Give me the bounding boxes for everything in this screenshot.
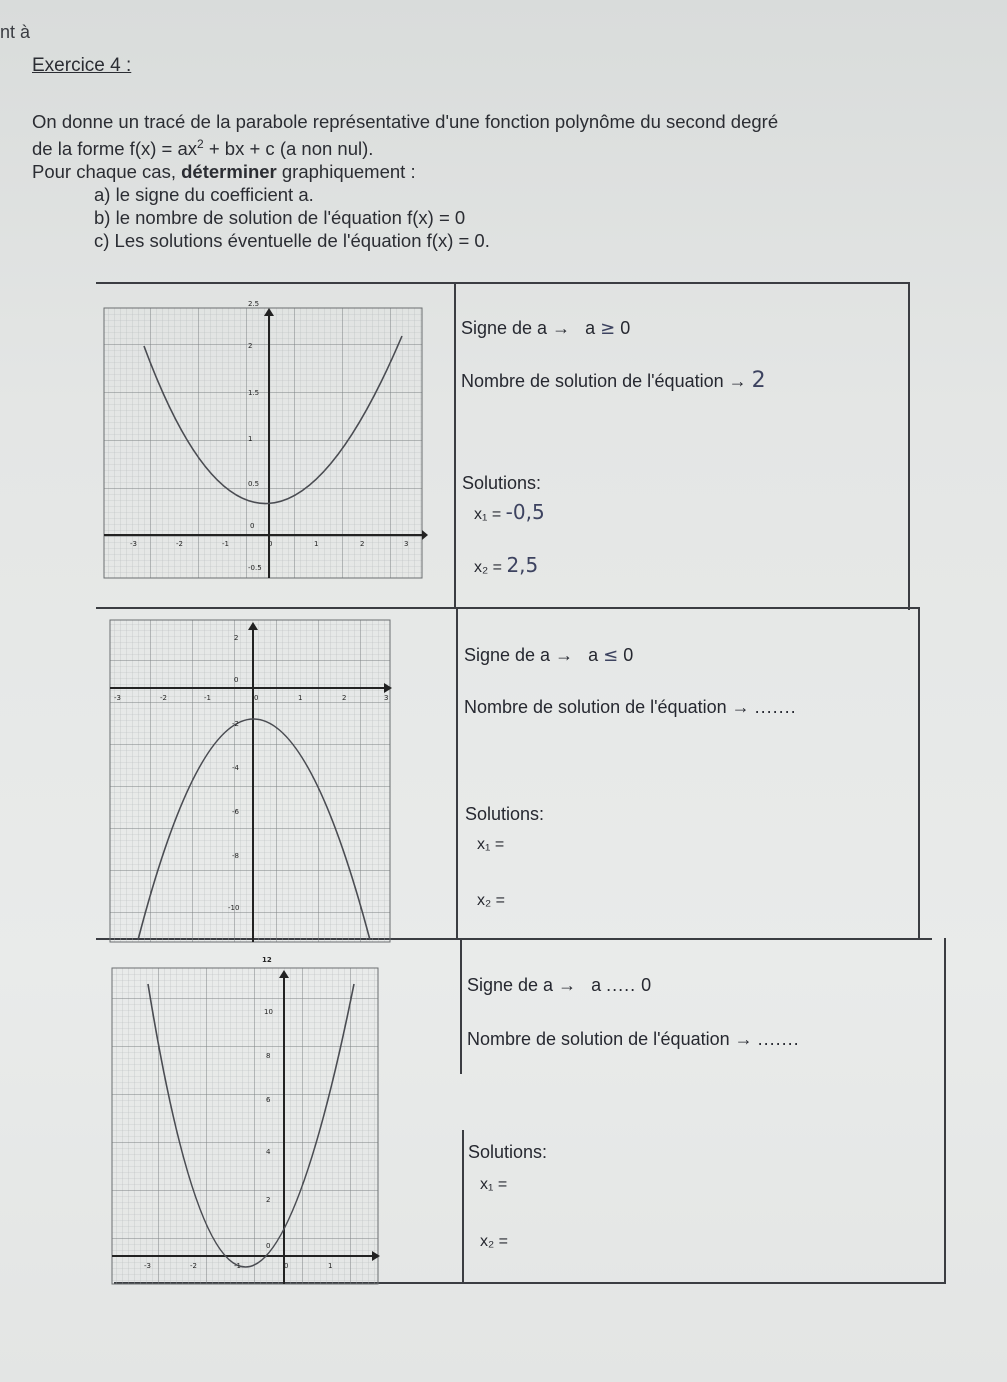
row-3-sign-zero: 0 [641,975,652,995]
row-1-x2-answer: 2,5 [506,553,539,577]
graph-2-xtick: -2 [160,694,167,702]
intro-line-1: On donne un tracé de la parabole représentative d'une fonction polynôme du second degré [32,111,779,132]
graph-2-ytick: -6 [232,808,239,816]
row-2-x2 [477,890,505,910]
graph-2-ytick: 0 [234,676,239,684]
graph-2-xtick: -1 [204,694,211,702]
row-3-sign-blank: ..... [606,975,637,995]
table-right-border-1 [908,282,910,610]
intro-line-3-end: graphiquement : [276,161,416,183]
row-2-count [464,697,797,718]
row-3-count-label: Nombre de solution de l'équation → [467,1029,753,1049]
graph-2-xtick: 2 [342,694,347,702]
graph-3-xtick: 1 [328,1262,333,1270]
row-1-sign-a: a [585,318,596,338]
row-1-solutions-label: Solutions: [462,473,542,493]
row-1-count [461,368,766,393]
row-1-x1-answer: -0,5 [505,500,545,524]
task-a: a) le signe du coefficient a. [94,184,314,206]
row-1-x1 [474,500,545,524]
row-2-x2-label: x₂ = [477,892,505,909]
graph-3-ytick: 4 [266,1148,271,1156]
row-3-sign-label: Signe de a → [467,975,577,995]
row-2-x1 [477,834,504,854]
row-1-x1-label: x₁ = [474,506,502,523]
row-1-sign [461,318,630,339]
graph-2-xtick: 3 [384,694,389,702]
graph-3-ytick: 12 [262,956,272,964]
row-3-x2-label: x₂ = [480,1233,508,1250]
row-2-count-label: Nombre de solution de l'équation → [464,697,750,717]
intro-line-2-end: + bx + c (a non nul). [203,138,374,160]
row-divider-1 [96,607,920,609]
graph-1-xtick: 1 [314,540,319,548]
column-divider-3b [462,1130,464,1284]
table-top-border [96,282,908,284]
row-2-sign-a: a [588,645,599,665]
graph-3 [110,950,386,1286]
graph-2-xtick: -3 [114,694,121,702]
graph-1-ytick: 0.5 [248,480,260,488]
graph-3-xtick: 0 [284,1262,289,1270]
graph-1-xtick: -3 [130,540,137,548]
graph-3-ytick: 2 [266,1196,271,1204]
graph-1-ytick: -0.5 [248,564,262,572]
graph-2-xtick: 0 [254,694,259,702]
row-1-count-label: Nombre de solution de l'équation → [461,371,747,391]
task-c: c) Les solutions éventuelle de l'équation f(x) = 0. [94,230,490,252]
column-divider-2 [456,607,458,940]
graph-1-ytick: 2 [248,342,253,350]
graph-1-xtick: 3 [404,540,409,548]
graph-3-xtick: -3 [144,1262,151,1270]
row-2-solutions-label: Solutions: [465,804,545,824]
graph-2 [108,618,398,944]
graph-1-ytick: 1 [248,435,253,443]
intro-line-2 [32,133,932,160]
row-2-sign-answer: ≤ [603,645,619,666]
graph-2-ytick: -2 [232,720,239,728]
row-2-sign-zero: 0 [623,645,634,665]
graph-3-xtick: -2 [190,1262,197,1270]
graph-2-ytick: 2 [234,634,239,642]
row-3-x2 [480,1231,508,1251]
graph-3-ytick: 10 [264,1008,273,1016]
graph-2-ytick: -10 [228,904,240,912]
graph-1-xtick: -1 [222,540,229,548]
graph-1-ytick: 2.5 [248,300,260,308]
row-1-x2-label: x₂ = [474,559,502,576]
graph-3-xtick: -1 [234,1262,241,1270]
corner-text: nt à [0,22,31,42]
intro-line-3-start: Pour chaque cas, [32,161,182,183]
row-3-sign-a: a [591,975,602,995]
row-2-x1-label: x₁ = [477,836,505,853]
row-2-sign-label: Signe de a → [464,645,574,665]
graph-2-xtick: 1 [298,694,303,702]
row-1-sign-answer: ≥ [600,318,616,339]
row-2-sign [464,645,633,666]
graph-3-ytick: 0 [266,1242,271,1250]
graph-1-xtick: 2 [360,540,365,548]
row-3-sign [467,975,651,996]
row-3-x1 [480,1174,507,1194]
intro-exponent: 2 [197,137,204,151]
intro-line-3-bold: déterminer [181,161,277,183]
row-3-solutions-label: Solutions: [468,1142,548,1162]
exercise-title: Exercice 4 : [32,55,132,76]
graph-1-ytick: 0 [250,522,255,530]
column-divider-1 [454,282,456,609]
graph-2-ytick: -4 [232,764,239,772]
row-1-count-answer: 2 [751,368,766,393]
graph-1-ytick: 1.5 [248,389,260,397]
exercise-intro [32,110,932,252]
row-1-sign-zero: 0 [620,318,631,338]
row-3-count [467,1029,800,1050]
row-3-x1-label: x₁ = [480,1176,508,1193]
graph-2-ytick: -8 [232,852,239,860]
graph-1 [102,296,430,580]
graph-1-xtick: 0 [268,540,273,548]
table-right-border-2 [918,607,920,940]
graph-1-xtick: -2 [176,540,183,548]
task-b: b) le nombre de solution de l'équation f(x) = 0 [94,207,466,229]
table-right-border-3 [944,938,946,1284]
graph-3-ytick: 8 [266,1052,271,1060]
intro-line-2-start: de la forme f(x) = ax [32,138,198,160]
row-1-x2 [474,553,538,577]
intro-line-3 [32,160,932,183]
row-1-sign-label: Signe de a → [461,318,571,338]
column-divider-3a [460,938,462,1074]
row-2-count-blank: ....... [754,697,797,717]
row-3-count-blank: ....... [757,1029,800,1049]
graph-3-ytick: 6 [266,1096,271,1104]
